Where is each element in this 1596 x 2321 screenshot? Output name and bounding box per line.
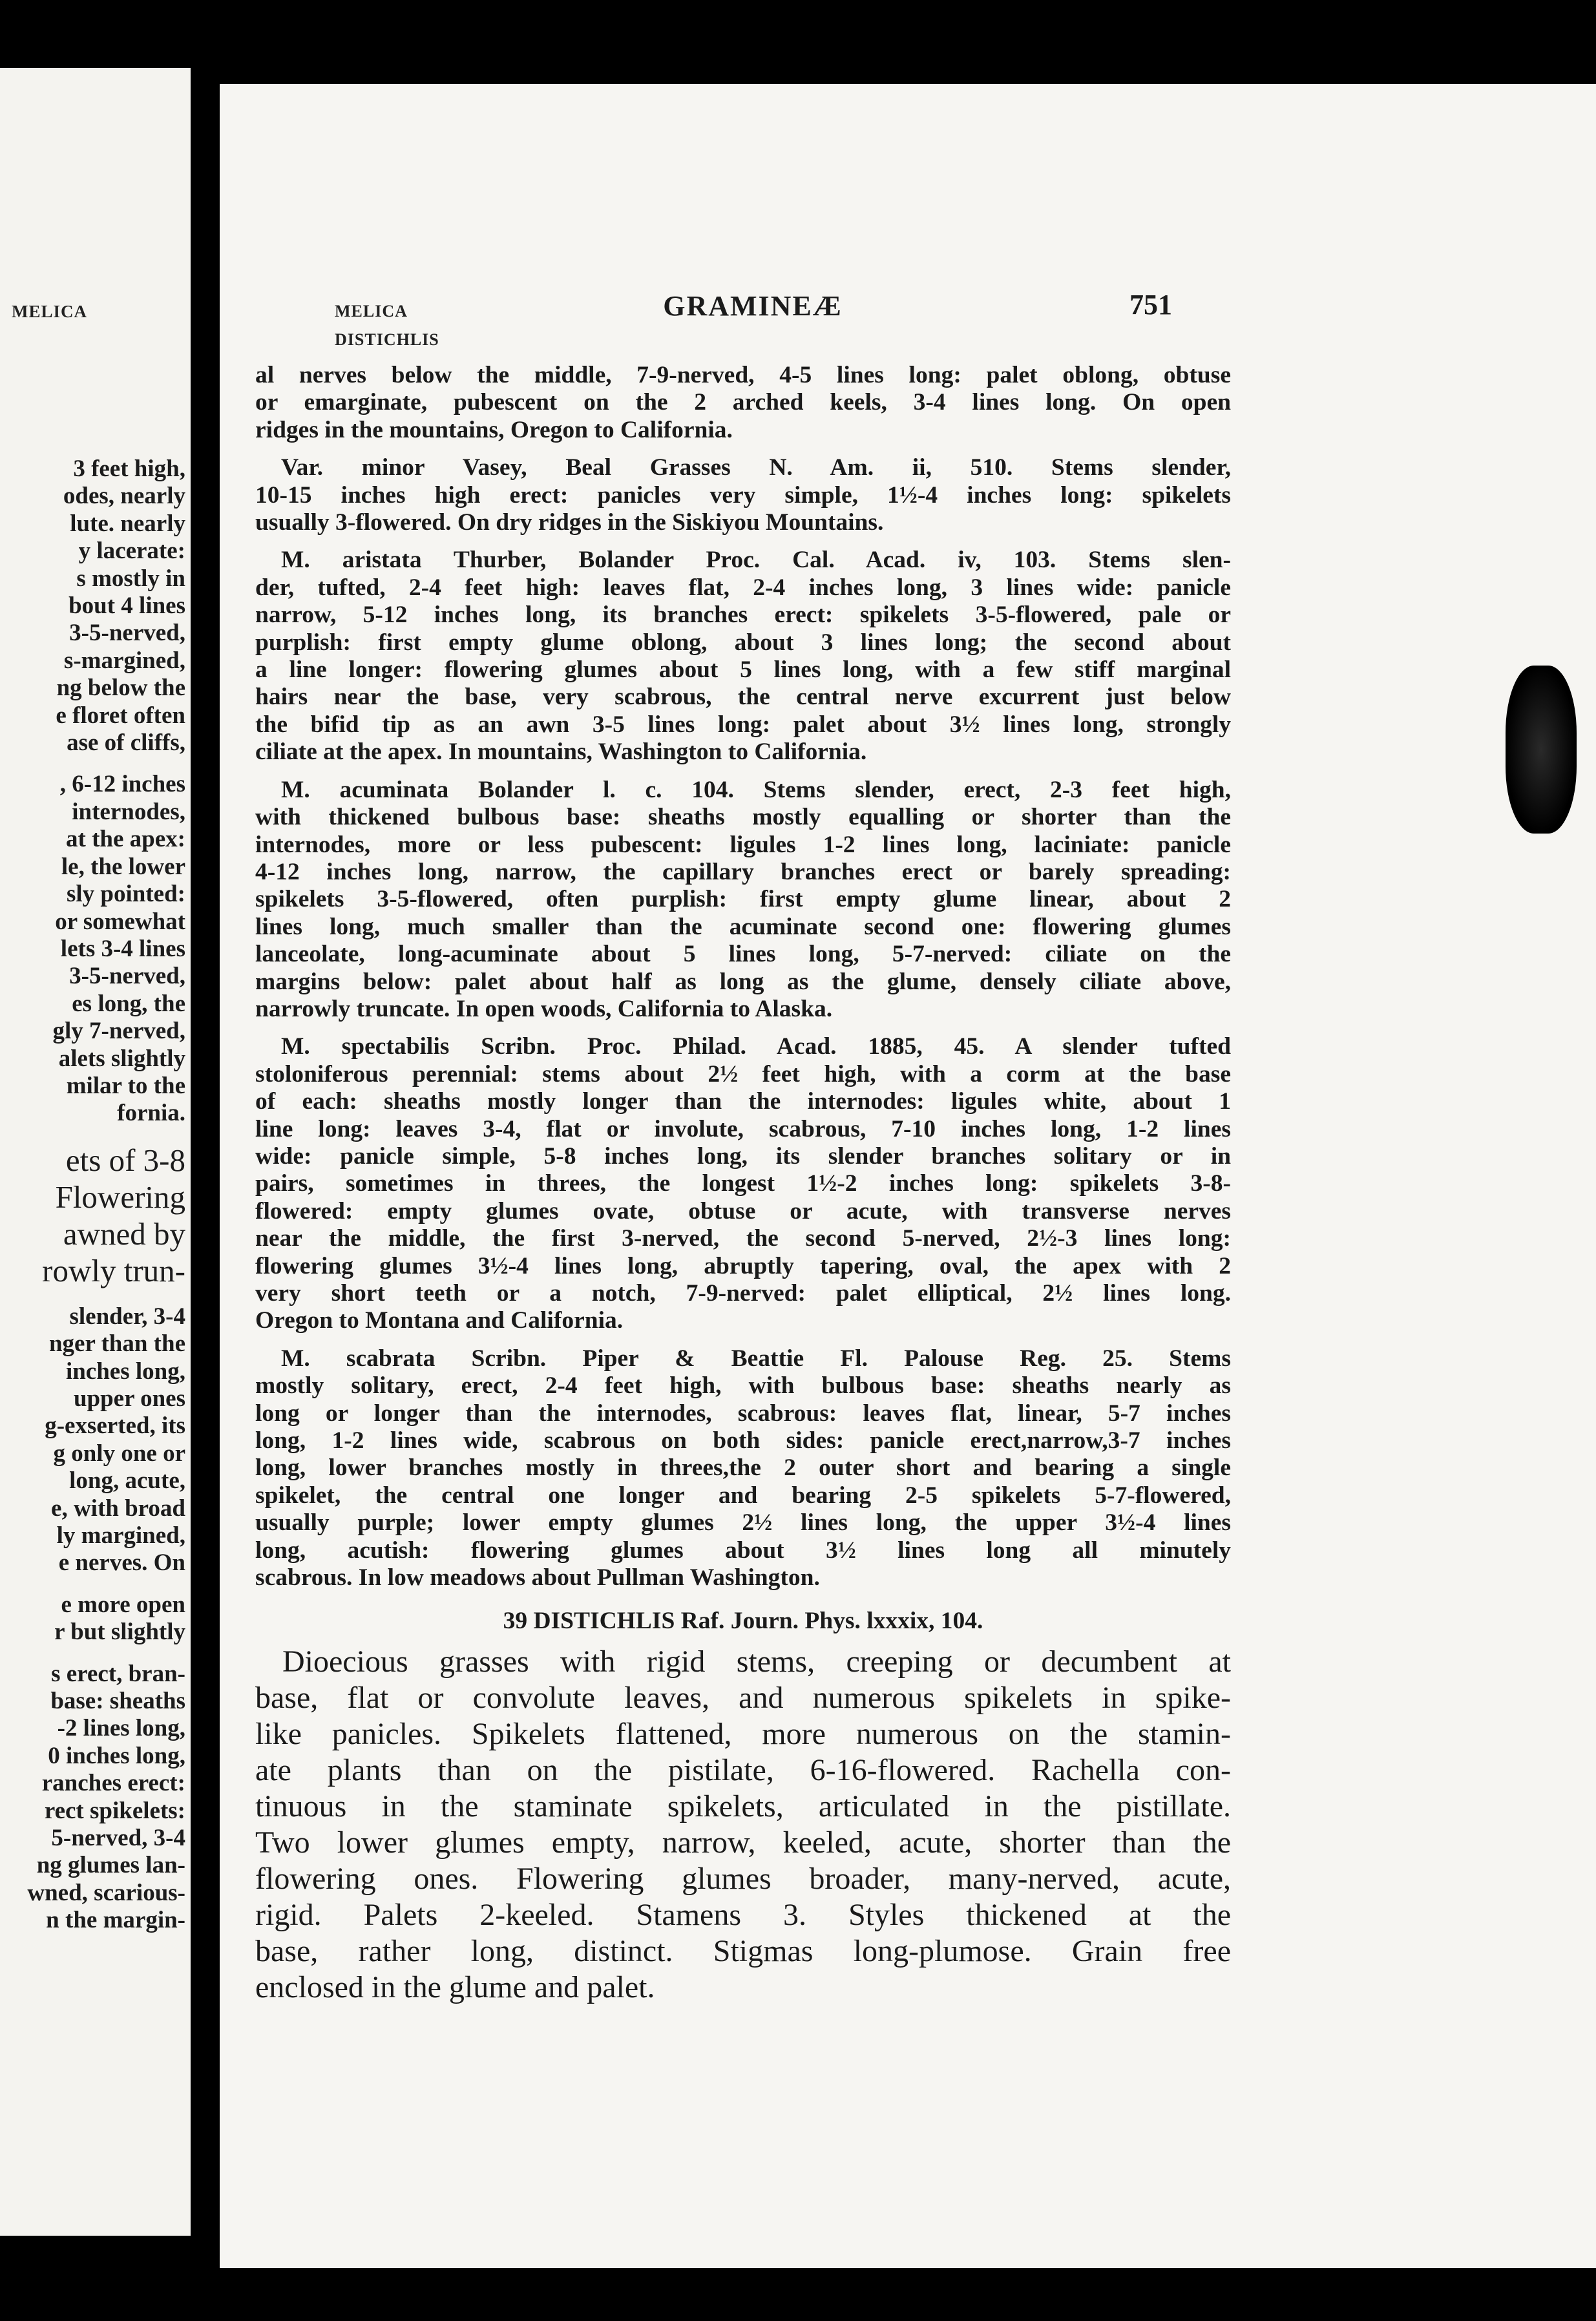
text-line: M. scabrata Scribn. Piper & Beattie Fl. Palouse Reg. 25. Stems	[281, 1345, 1231, 1372]
text-line: margins below: palet about half as long as the glume, densely ciliate above,	[255, 968, 1231, 995]
left-text-line: le, the lower	[61, 853, 185, 880]
left-text-line: sly pointed:	[66, 881, 185, 908]
left-text-line: 3 feet high,	[73, 456, 185, 482]
left-text-line: e floret often	[56, 702, 185, 729]
left-text-line: lute. nearly	[70, 510, 185, 537]
left-text-line: -2 lines long,	[57, 1715, 185, 1742]
description-line: ate plants than on the pistilate, 6-16-flowered. Rachella con-	[255, 1753, 1231, 1788]
species-paragraph	[255, 547, 1231, 766]
left-page-text	[1, 456, 185, 1935]
left-text-line: odes, nearly	[63, 483, 185, 510]
text-line: M. acuminata Bolander l. c. 104. Stems slender, erect, 2-3 feet high,	[281, 776, 1231, 803]
text-line: usually purple; lower empty glumes 2½ lines long, the upper 3½-4 lines	[255, 1509, 1231, 1537]
text-line: scabrous. In low meadows about Pullman Washington.	[255, 1564, 820, 1591]
text-line: spikelets 3-5-flowered, often purplish: first empty glume linear, about 2	[255, 886, 1231, 913]
page-number: 751	[1129, 289, 1172, 320]
left-text-line: bout 4 lines	[68, 593, 185, 620]
left-text-line: slender, 3-4	[69, 1303, 185, 1330]
left-text-line: milar to the	[66, 1072, 185, 1099]
left-text-line: or somewhat	[55, 908, 185, 935]
text-line: internodes, more or less pubescent: ligules 1-2 lines long, laciniate: panicle	[255, 831, 1231, 858]
left-running-head: MELICA	[12, 302, 88, 321]
running-head-title: GRAMINEÆ	[663, 290, 843, 322]
left-text-line: inches long,	[65, 1358, 185, 1385]
text-line: M. aristata Thurber, Bolander Proc. Cal. Acad. iv, 103. Stems slen-	[281, 547, 1231, 574]
description-line: rigid. Palets 2-keeled. Stamens 3. Styles thickened at the	[255, 1898, 1231, 1933]
left-text-line: n the margin-	[46, 1907, 185, 1934]
text-line: long, lower branches mostly in threes,the 2 outer short and bearing a single	[255, 1455, 1231, 1482]
text-line: narrow, 5-12 inches long, its branches erect: spikelets 3-5-flowered, pale or	[255, 602, 1231, 629]
left-text-line: e nerves. On	[58, 1549, 185, 1577]
page-body	[255, 362, 1231, 2006]
left-text-line: 5-nerved, 3-4	[51, 1825, 185, 1852]
text-line: narrowly truncate. In open woods, California to Alaska.	[255, 995, 833, 1022]
description-line: base, flat or convolute leaves, and numerous spikelets in spike-	[255, 1681, 1231, 1716]
running-head-genus-1: MELICA	[335, 302, 408, 320]
species-entries	[255, 362, 1231, 1602]
left-text-line: wned, scarious-	[27, 1879, 185, 1906]
left-text-line: y lacerate:	[78, 538, 185, 565]
species-paragraph	[255, 1033, 1231, 1334]
left-text-line: e more open	[61, 1591, 185, 1618]
left-text-line: 0 inches long,	[48, 1742, 185, 1769]
description-line: enclosed in the glume and palet.	[255, 1970, 655, 2005]
text-line: usually 3-flowered. On dry ridges in the Siskiyou Mountains.	[255, 509, 884, 536]
species-paragraph	[255, 454, 1231, 536]
left-text-line: awned by	[63, 1215, 185, 1252]
text-line: M. spectabilis Scribn. Proc. Philad. Acad. 1885, 45. A slender tufted	[281, 1033, 1231, 1060]
text-line: der, tufted, 2-4 feet high: leaves flat, 2-4 inches long, 3 lines wide: panicle	[255, 574, 1231, 601]
left-text-line: e, with broad	[51, 1495, 185, 1522]
text-line: mostly solitary, erect, 2-4 feet high, with bulbous base: sheaths nearly as	[255, 1372, 1231, 1400]
left-text-line: base: sheaths	[50, 1688, 185, 1715]
text-line: Oregon to Montana and California.	[255, 1307, 624, 1334]
left-text-line: , 6-12 inches	[59, 771, 185, 798]
left-text-line: s mostly in	[76, 565, 185, 592]
text-line: the bifid tip as an awn 3-5 lines long: palet about 3½ lines long, strongly	[255, 711, 1231, 738]
left-text-line: r but slightly	[54, 1619, 185, 1646]
description-line: flowering ones. Flowering glumes broader, many-nerved, acute,	[255, 1862, 1231, 1896]
text-line: lanceolate, long-acuminate about 5 lines long, 5-7-nerved: ciliate on the	[255, 941, 1231, 968]
left-text-line: lets 3-4 lines	[60, 935, 185, 962]
left-text-line: ranches erect:	[41, 1770, 185, 1797]
book-gutter	[191, 65, 220, 2249]
genus-heading: 39 DISTICHLIS Raf. Journ. Phys. lxxxix, 104.	[503, 1608, 983, 1635]
left-text-line: alets slightly	[58, 1045, 185, 1072]
description-line: tinuous in the staminate spikelets, articulated in the pistillate.	[255, 1789, 1231, 1824]
left-text-line: at the apex:	[66, 826, 185, 853]
text-line: flowered: empty glumes ovate, obtuse or acute, with transverse nerves	[255, 1197, 1231, 1224]
species-paragraph	[255, 777, 1231, 1024]
species-paragraph	[255, 1345, 1231, 1592]
text-line: line long: leaves 3-4, flat or involute, scabrous, 7-10 inches long, 1-2 lines	[255, 1115, 1231, 1142]
text-line: lines long, much smaller than the acuminate second one: flowering glumes	[255, 913, 1231, 940]
left-text-line: fornia.	[117, 1100, 185, 1127]
left-text-line: long, acute,	[69, 1467, 185, 1495]
text-line: or emarginate, pubescent on the 2 arched keels, 3-4 lines long. On open	[255, 389, 1231, 416]
left-text-line: 3-5-nerved,	[69, 963, 185, 990]
text-line: long or longer than the internodes, scabrous: leaves flat, linear, 5-7 inches	[255, 1400, 1231, 1427]
left-text-line: ly margined,	[56, 1522, 185, 1549]
left-text-line: rowly trun-	[42, 1252, 185, 1288]
text-line: very short teeth or a notch, 7-9-nerved: palet elliptical, 2½ lines long.	[255, 1280, 1231, 1307]
text-line: ridges in the mountains, Oregon to California.	[255, 416, 733, 443]
text-line: stoloniferous perennial: stems about 2½ feet high, with a corm at the base	[255, 1060, 1231, 1087]
ink-blot	[1506, 666, 1577, 834]
text-line: of each: sheaths mostly longer than the internodes: ligules white, about 1	[255, 1088, 1231, 1115]
left-text-line: internodes,	[72, 798, 185, 825]
left-text-line: upper ones	[73, 1385, 185, 1412]
text-line: ciliate at the apex. In mountains, Washington to California.	[255, 739, 867, 766]
text-line: with thickened bulbous base: sheaths mostly equalling or shorter than the	[255, 804, 1231, 831]
description-line: Dioecious grasses with rigid stems, creeping or decumbent at	[282, 1644, 1231, 1679]
left-text-line: s-margined,	[63, 647, 185, 674]
text-line: pairs, sometimes in threes, the longest 1½-2 inches long: spikelets 3-8-	[255, 1170, 1231, 1197]
genus-description	[255, 1644, 1231, 2006]
text-line: al nerves below the middle, 7-9-nerved, 4-5 lines long: palet oblong, obtuse	[255, 362, 1231, 388]
left-text-line: ng below the	[56, 675, 185, 702]
text-line: Var. minor Vasey, Beal Grasses N. Am. ii, 510. Stems slender,	[281, 454, 1231, 481]
description-line: base, rather long, distinct. Stigmas long-plumose. Grain free	[255, 1934, 1231, 1969]
left-text-line: es long, the	[72, 990, 185, 1017]
left-text-line: rect spikelets:	[44, 1797, 185, 1824]
text-line: hairs near the base, very scabrous, the central nerve excurrent just below	[255, 684, 1231, 711]
text-line: spikelet, the central one longer and bearing 2-5 spikelets 5-7-flowered,	[255, 1482, 1231, 1509]
description-line: like panicles. Spikelets flattened, more numerous on the stamin-	[255, 1717, 1231, 1752]
text-line: 4-12 inches long, narrow, the capillary branches erect or barely spreading:	[255, 858, 1231, 885]
left-text-line: ets of 3-8	[65, 1142, 185, 1178]
description-line: Two lower glumes empty, narrow, keeled, acute, shorter than the	[255, 1825, 1231, 1860]
right-page	[220, 84, 1596, 2268]
species-paragraph	[255, 362, 1231, 444]
text-line: a line longer: flowering glumes about 5 lines long, with a few stiff marginal	[255, 656, 1231, 684]
left-text-line: g-exserted, its	[45, 1413, 185, 1440]
text-line: long, 1-2 lines wide, scabrous on both sides: panicle erect,narrow,3-7 inches	[255, 1427, 1231, 1455]
left-text-line: Flowering	[55, 1179, 185, 1215]
text-line: flowering glumes 3½-4 lines long, abruptly tapering, oval, the apex with 2	[255, 1252, 1231, 1279]
left-page	[0, 68, 191, 2236]
text-line: purplish: first empty glume oblong, about 3 lines long; the second about	[255, 629, 1231, 656]
left-text-line: ng glumes lan-	[36, 1852, 185, 1879]
running-head-genus-2: DISTICHLIS	[335, 330, 439, 349]
left-text-line: ase of cliffs,	[67, 730, 185, 757]
left-text-line: s erect, bran-	[51, 1660, 185, 1687]
text-line: near the middle, the first 3-nerved, the second 5-nerved, 2½-3 lines long:	[255, 1225, 1231, 1252]
text-line: long, acutish: flowering glumes about 3½ lines long all minutely	[255, 1537, 1231, 1564]
text-line: wide: panicle simple, 5-8 inches long, its slender branches solitary or in	[255, 1142, 1231, 1170]
left-text-line: 3-5-nerved,	[69, 620, 185, 647]
left-text-line: gly 7-nerved,	[52, 1018, 185, 1045]
left-text-line: g only one or	[53, 1440, 185, 1467]
text-line: 10-15 inches high erect: panicles very simple, 1½-4 inches long: spikelets	[255, 481, 1231, 509]
left-text-line: nger than the	[48, 1330, 185, 1358]
